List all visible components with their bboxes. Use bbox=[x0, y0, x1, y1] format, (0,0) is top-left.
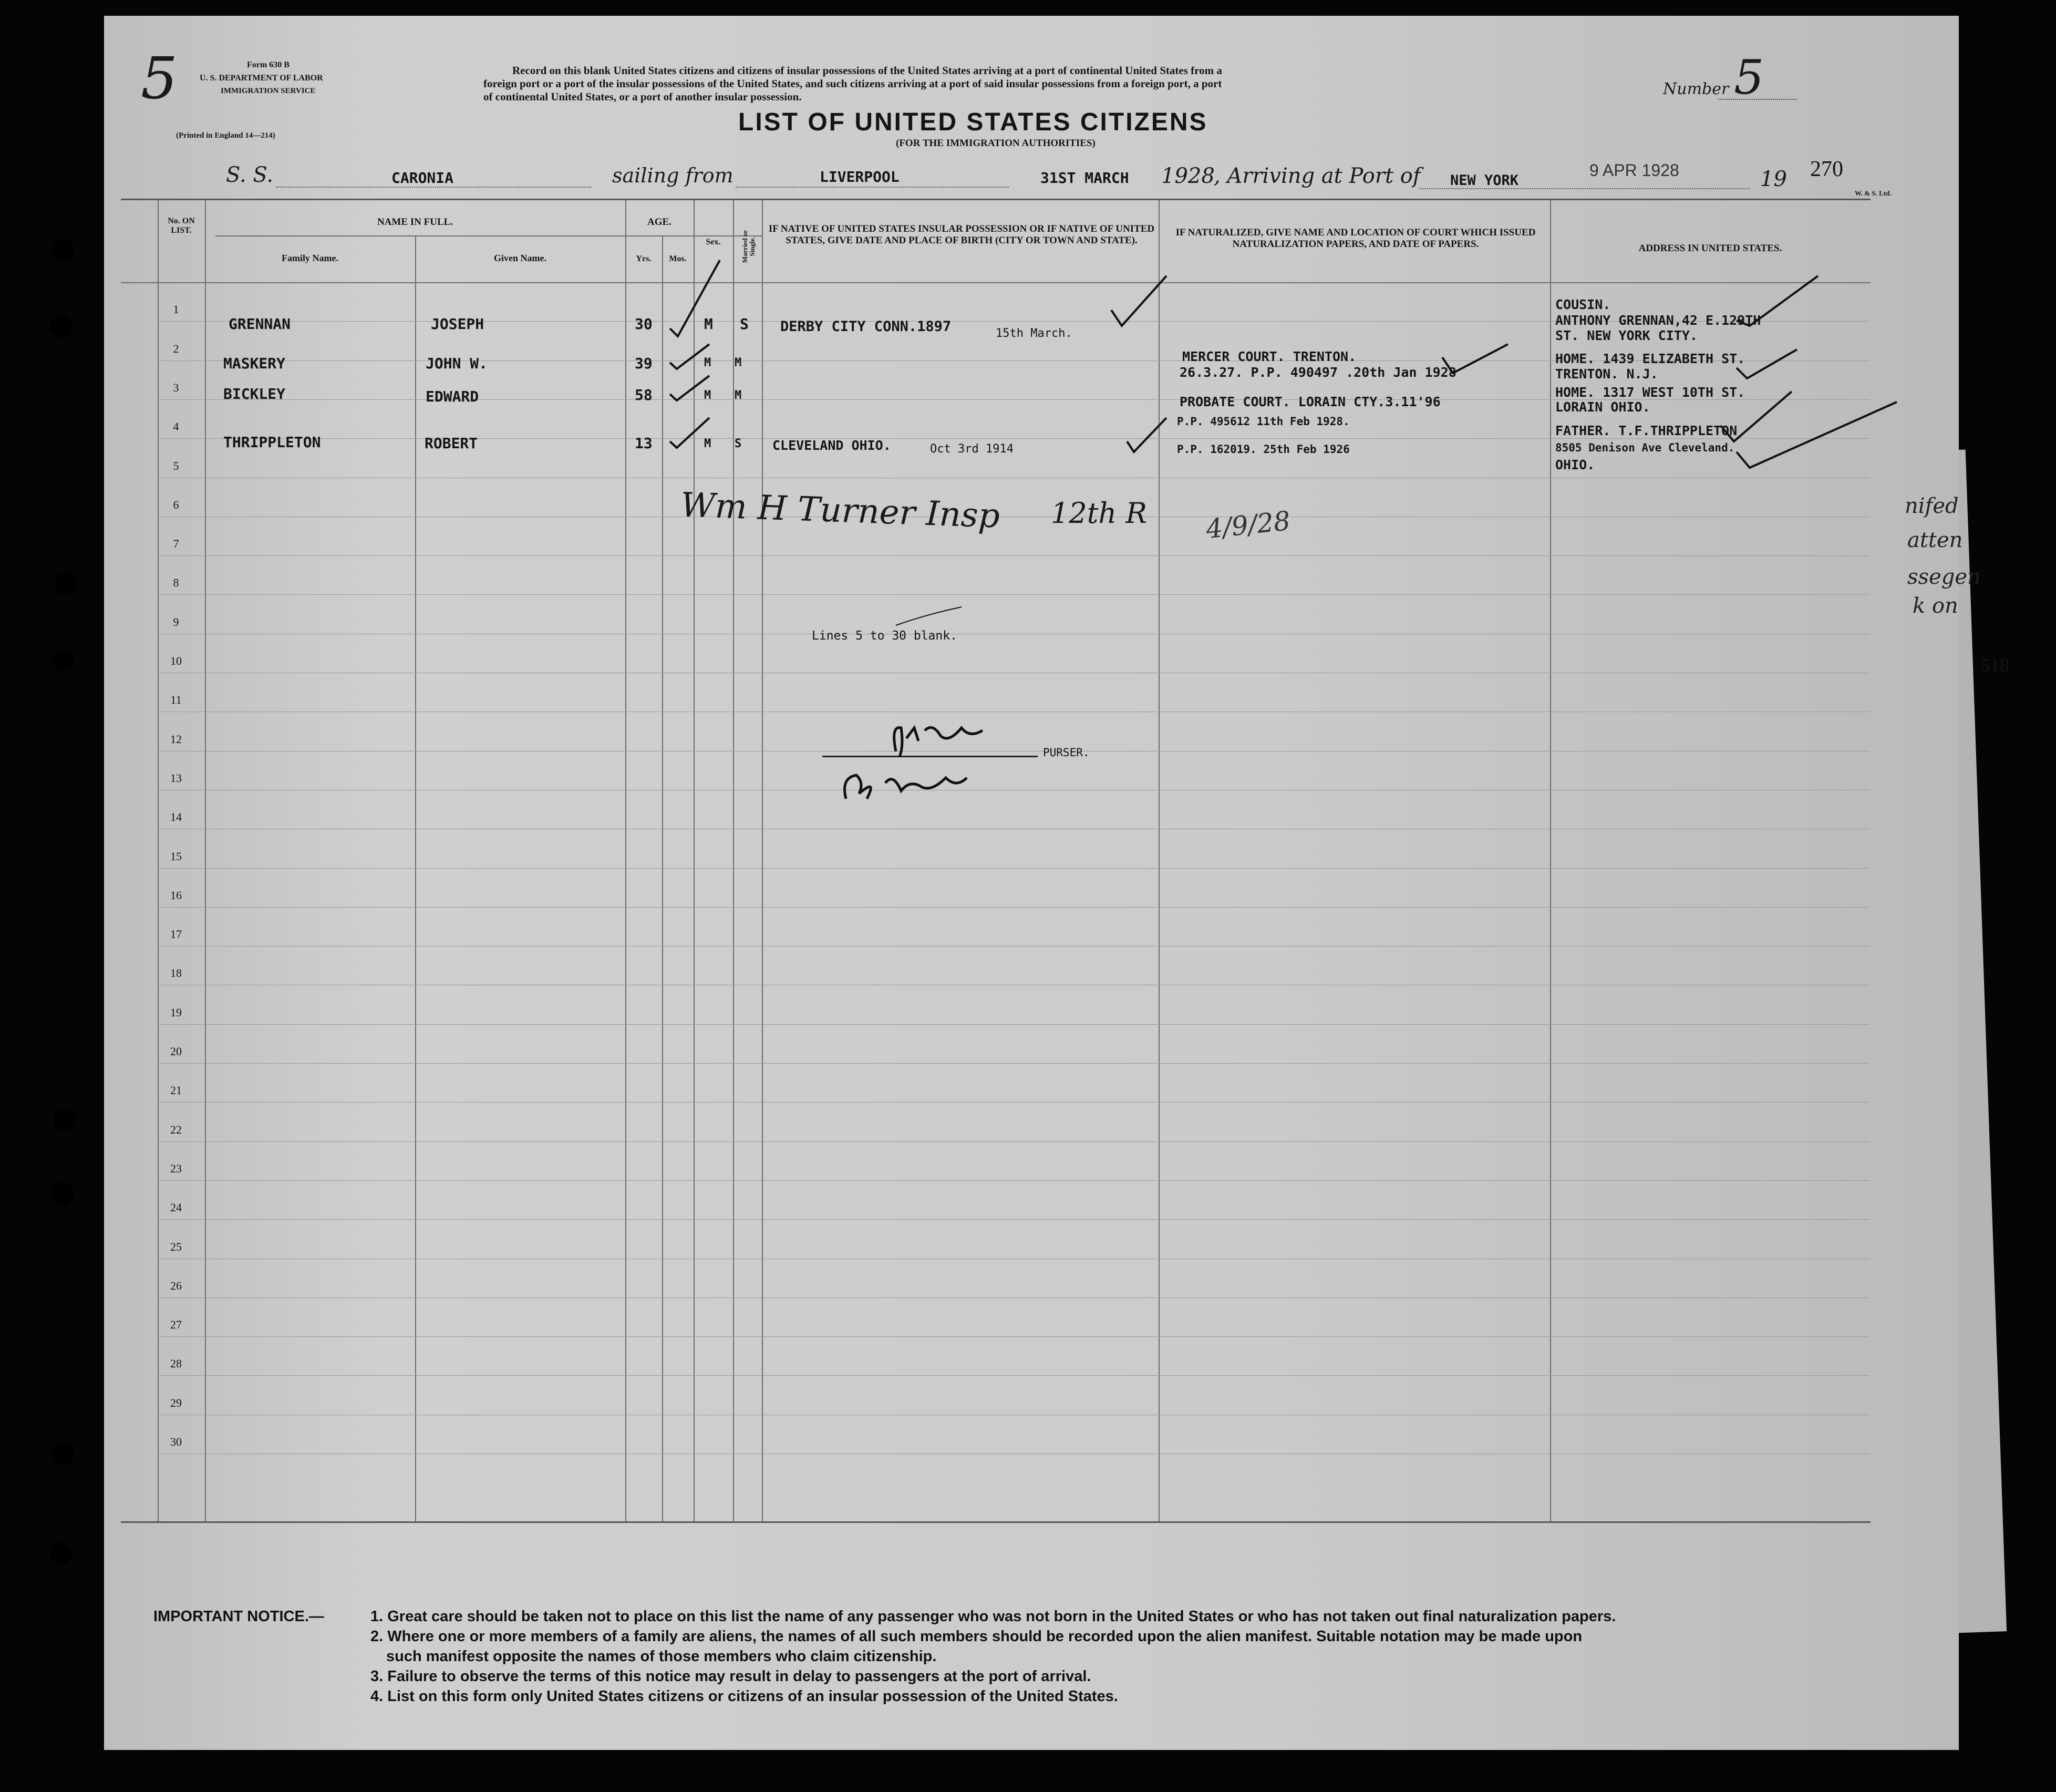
notice-item-3: 3. Failure to observe the terms of this notice may result in delay to passengers at the port of arrival. bbox=[370, 1668, 1091, 1685]
ss-label: S. S. bbox=[226, 163, 274, 187]
page-subtitle: (FOR THE IMMIGRATION AUTHORITIES) bbox=[896, 138, 1096, 149]
page-title: LIST OF UNITED STATES CITIZENS bbox=[738, 108, 1208, 136]
line-number: 4 bbox=[173, 420, 179, 434]
blank-lines-note: Lines 5 to 30 blank. bbox=[812, 629, 957, 643]
header-yrs: Yrs. bbox=[636, 254, 652, 263]
line-number: 28 bbox=[170, 1357, 182, 1371]
entry-4-given: ROBERT bbox=[425, 435, 478, 452]
margin-number: 518 bbox=[1981, 655, 2009, 676]
department: U. S. DEPARTMENT OF LABOR bbox=[200, 74, 323, 83]
year-prefix: 19 bbox=[1760, 167, 1787, 191]
binder-hole bbox=[55, 573, 77, 595]
form-number: Form 630 B bbox=[247, 60, 290, 69]
line-number: 22 bbox=[170, 1122, 182, 1136]
entry-1-given: JOSEPH bbox=[431, 315, 484, 333]
entry-4-ms: S bbox=[735, 437, 742, 450]
record-text-2: foreign port or a port of the insular possessions of the United States, and such citizens arriving at a port of said insular possessions from a foreign port, a port bbox=[483, 77, 1222, 90]
header-name-in-full: NAME IN FULL. bbox=[377, 217, 453, 228]
age-check-mark bbox=[667, 415, 715, 452]
col-divider bbox=[762, 200, 763, 1521]
arrival-stamp: 9 APR 1928 bbox=[1589, 161, 1679, 180]
entry-2-addr1: HOME. 1439 ELIZABETH ST. bbox=[1555, 351, 1745, 366]
entry-2-sex: M bbox=[704, 356, 711, 369]
margin-scrawl: ssegen bbox=[1907, 565, 1981, 589]
entry-1-ms: S bbox=[740, 315, 749, 333]
entry-1-addr2: ANTHONY GRENNAN,42 E.129TH bbox=[1555, 313, 1761, 328]
entry-4-yrs: 13 bbox=[635, 435, 653, 452]
line-number: 6 bbox=[173, 498, 179, 511]
ruled-line bbox=[158, 1063, 1869, 1064]
entry-1-addr1: COUSIN. bbox=[1555, 297, 1611, 312]
number-value: 5 bbox=[1734, 50, 1764, 105]
line-number: 9 bbox=[173, 615, 179, 629]
ruled-line bbox=[158, 555, 1869, 556]
line-number: 15 bbox=[170, 849, 182, 863]
address-check-mark bbox=[1734, 273, 1823, 331]
header-bottom-rule bbox=[121, 282, 1871, 283]
col-divider bbox=[733, 200, 734, 1521]
table-top-border bbox=[121, 199, 1871, 200]
line-number: 27 bbox=[170, 1318, 182, 1332]
entry-2-yrs: 39 bbox=[635, 355, 653, 372]
line-number: 11 bbox=[170, 693, 182, 707]
entry-4-sex: M bbox=[704, 437, 711, 450]
service: IMMIGRATION SERVICE bbox=[221, 87, 316, 95]
corner-number: 270 bbox=[1810, 157, 1843, 181]
header-married-single: Married or Single. bbox=[741, 230, 756, 263]
sailing-label: sailing from bbox=[612, 164, 733, 187]
arriving-label: , Arriving at Port of bbox=[1214, 164, 1421, 188]
entry-3-yrs: 58 bbox=[635, 386, 653, 404]
page-mark: 5 bbox=[141, 45, 178, 112]
address-check-mark bbox=[1734, 347, 1802, 384]
ruled-line bbox=[158, 1141, 1869, 1142]
pencil-tick bbox=[893, 604, 967, 631]
entry-4-addr3: OHIO. bbox=[1555, 457, 1595, 472]
ruled-line bbox=[158, 594, 1869, 595]
entry-3-family: BICKLEY bbox=[223, 385, 286, 403]
ruled-line bbox=[158, 1297, 1869, 1298]
binder-hole bbox=[53, 649, 75, 671]
entry-4-addr1: FATHER. T.F.THRIPPLETON bbox=[1555, 423, 1738, 438]
inspector-signature: Wm H Turner Insp bbox=[679, 486, 1000, 536]
sailing-year: 1928 bbox=[1161, 164, 1215, 188]
line-number: 25 bbox=[170, 1240, 182, 1253]
entry-2-nat2: 26.3.27. P.P. 490497 .20th Jan 1928 bbox=[1180, 365, 1456, 380]
entry-1-yrs: 30 bbox=[635, 315, 653, 333]
entry-4-nat2: P.P. 162019. 25th Feb 1926 bbox=[1177, 443, 1350, 456]
entry-4-family: THRIPPLETON bbox=[223, 434, 321, 451]
header-age: AGE. bbox=[647, 217, 671, 228]
ruled-line bbox=[158, 907, 1869, 908]
entry-2-family: MASKERY bbox=[223, 355, 286, 372]
entry-1-birth-note: 15th March. bbox=[996, 327, 1072, 340]
col-divider bbox=[1550, 200, 1551, 1521]
port-to: NEW YORK bbox=[1450, 172, 1519, 189]
entry-3-addr2: LORAIN OHIO. bbox=[1555, 399, 1650, 415]
line-number: 17 bbox=[170, 928, 182, 941]
binder-hole bbox=[51, 1182, 74, 1204]
ruled-line bbox=[158, 1102, 1869, 1103]
margin-scrawl: k on bbox=[1913, 594, 1958, 618]
entry-1-addr3: ST. NEW YORK CITY. bbox=[1555, 328, 1698, 343]
entry-3-addr1: HOME. 1317 WEST 10TH ST. bbox=[1555, 385, 1745, 400]
header-address: ADDRESS IN UNITED STATES. bbox=[1638, 243, 1782, 254]
line-number: 13 bbox=[170, 771, 182, 785]
ruled-line bbox=[158, 1336, 1869, 1337]
col-divider bbox=[415, 235, 416, 1521]
header-native: IF NATIVE OF UNITED STATES INSULAR POSSESSION OR IF NATIVE OF UNITED STATES, GIVE DATE AND PLACE OF BIRTH (CITY OR TOWN AND STATE). bbox=[768, 223, 1155, 246]
entry-2-ms: M bbox=[735, 356, 742, 369]
date-note: 4/9/28 bbox=[1204, 505, 1292, 545]
birth-check-mark bbox=[1109, 273, 1172, 331]
col-divider bbox=[205, 200, 206, 1521]
age-check-mark bbox=[667, 373, 715, 405]
entry-3-ms: M bbox=[735, 389, 742, 402]
line-number: 19 bbox=[170, 1005, 182, 1019]
header-family-name: Family Name. bbox=[282, 253, 338, 263]
ruled-line bbox=[158, 438, 1869, 439]
header-naturalized: IF NATURALIZED, GIVE NAME AND LOCATION OF COURT WHICH ISSUED NATURALIZATION PAPERS, AND DATE OF PAPERS. bbox=[1175, 227, 1536, 250]
line-number: 5 bbox=[173, 459, 179, 472]
col-divider bbox=[1159, 200, 1160, 1521]
header-given-name: Given Name. bbox=[494, 253, 546, 263]
record-text-3: of continental United States, or a port of another insular possession. bbox=[483, 90, 802, 103]
line-number: 21 bbox=[170, 1084, 182, 1097]
col-divider bbox=[662, 235, 663, 1521]
purser-label: PURSER. bbox=[1043, 746, 1090, 759]
line-number: 26 bbox=[170, 1279, 182, 1292]
entry-2-nat1: MERCER COURT. TRENTON. bbox=[1182, 349, 1357, 364]
line-number: 24 bbox=[170, 1201, 182, 1214]
binder-hole bbox=[53, 1443, 75, 1465]
line-number: 10 bbox=[170, 654, 182, 667]
entry-3-given: EDWARD bbox=[426, 388, 479, 405]
ruled-line bbox=[158, 868, 1869, 869]
col-divider bbox=[625, 200, 626, 1521]
printed-note: (Printed in England 14—214) bbox=[176, 131, 275, 140]
address-check-mark bbox=[1734, 399, 1902, 473]
line-number: 20 bbox=[170, 1045, 182, 1058]
ws-ltd: W. & S. Ltd. bbox=[1855, 189, 1892, 197]
entry-1-family: GRENNAN bbox=[229, 315, 291, 333]
entry-4-birth: CLEVELAND OHIO. bbox=[772, 438, 891, 453]
margin-scrawl: nifed bbox=[1905, 494, 1959, 518]
binder-hole bbox=[50, 315, 73, 337]
notice-label: IMPORTANT NOTICE.— bbox=[153, 1608, 324, 1625]
ruled-line bbox=[158, 1024, 1869, 1025]
manifest-sheet bbox=[104, 16, 1959, 1750]
ship-name: CARONIA bbox=[391, 169, 454, 187]
entry-3-nat1: PROBATE COURT. LORAIN CTY.3.11'96 bbox=[1180, 394, 1441, 409]
header-no-on-list: No. ON LIST. bbox=[168, 217, 195, 235]
number-rule bbox=[1718, 99, 1797, 100]
nat-check-mark bbox=[1440, 342, 1513, 378]
ship-rule bbox=[276, 187, 591, 188]
age-check-mark bbox=[667, 255, 725, 339]
binder-hole bbox=[54, 1109, 76, 1131]
port-rule bbox=[736, 187, 1009, 188]
entry-2-addr2: TRENTON. N.J. bbox=[1555, 366, 1658, 382]
line-number: 7 bbox=[173, 537, 179, 551]
entry-1-birth: DERBY CITY CONN.1897 bbox=[780, 318, 952, 335]
record-text-1: Record on this blank United States citizens and citizens of insular possessions of the United States arriving at a port of continental United States from a bbox=[512, 64, 1222, 77]
ruled-line bbox=[158, 1219, 1869, 1220]
line-number: 18 bbox=[170, 966, 182, 980]
line-number: 23 bbox=[170, 1161, 182, 1175]
number-label: Number bbox=[1663, 80, 1729, 98]
line-number: 14 bbox=[170, 810, 182, 824]
line-number: 8 bbox=[173, 576, 179, 590]
header-mos: Mos. bbox=[669, 254, 687, 263]
notice-item-2-cont: such manifest opposite the names of those members who claim citizenship. bbox=[386, 1648, 937, 1665]
notice-item-1: 1. Great care should be taken not to place on this list the name of any passenger who was not born in the United States or who has not taken out final naturalization papers. bbox=[370, 1608, 1616, 1625]
port-from: LIVERPOOL bbox=[820, 168, 900, 186]
entry-4-birth-note: Oct 3rd 1914 bbox=[930, 442, 1014, 456]
line-number: 1 bbox=[173, 303, 179, 316]
ruled-line bbox=[158, 1180, 1869, 1181]
line-number: 12 bbox=[170, 732, 182, 746]
purser-signature bbox=[835, 720, 1025, 809]
sailing-date: 31ST MARCH bbox=[1040, 169, 1129, 187]
line-number: 16 bbox=[170, 888, 182, 902]
ruled-line bbox=[158, 1375, 1869, 1376]
entry-3-sex: M bbox=[704, 389, 711, 402]
age-check-mark bbox=[667, 342, 715, 373]
entry-1-sex: M bbox=[704, 315, 713, 333]
header-sex: Sex. bbox=[706, 238, 721, 246]
margin-scrawl: atten bbox=[1907, 528, 1963, 552]
binder-hole bbox=[50, 1542, 72, 1564]
line-number: 2 bbox=[173, 342, 179, 355]
line-number: 3 bbox=[173, 380, 179, 394]
line-number: 29 bbox=[170, 1396, 182, 1409]
notice-item-2: 2. Where one or more members of a family are aliens, the names of all such members should be recorded upon the alien manifest. Suitable notation may be made upon bbox=[370, 1628, 1583, 1645]
table-bottom-border bbox=[121, 1521, 1871, 1523]
entry-4-addr2: 8505 Denison Ave Cleveland. bbox=[1555, 441, 1735, 454]
entry-2-given: JOHN W. bbox=[426, 355, 488, 372]
birth-check-mark bbox=[1124, 415, 1172, 457]
age-header-rule bbox=[625, 235, 694, 236]
entry-3-nat2: P.P. 495612 11th Feb 1928. bbox=[1177, 415, 1350, 428]
inspector-note: 12th R bbox=[1051, 497, 1148, 530]
binder-hole bbox=[53, 239, 75, 261]
notice-item-4: 4. List on this form only United States citizens or citizens of an insular possession of the United States. bbox=[370, 1688, 1118, 1705]
line-number: 30 bbox=[170, 1435, 182, 1448]
